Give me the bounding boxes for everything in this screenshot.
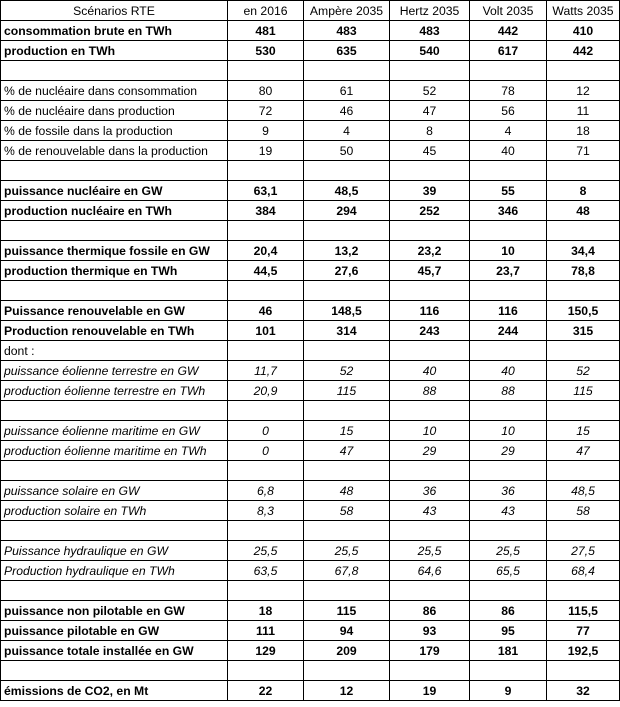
table-row (1, 361, 620, 381)
spacer-row (1, 401, 620, 421)
value-cell: 48,5 (304, 181, 390, 201)
value-cell: 72 (228, 101, 304, 121)
value-cell (470, 341, 547, 361)
value-cell: 252 (390, 201, 470, 221)
value-cell: 29 (470, 441, 547, 461)
row-label: dont : (1, 341, 228, 361)
row-label: puissance pilotable en GW (1, 621, 228, 641)
value-cell: 442 (547, 41, 620, 61)
value-cell: 0 (228, 441, 304, 461)
empty-cell (1, 581, 228, 601)
value-cell: 25,5 (390, 541, 470, 561)
value-cell: 67,8 (304, 561, 390, 581)
value-cell: 12 (547, 81, 620, 101)
value-cell: 10 (470, 421, 547, 441)
spacer-row (1, 221, 620, 241)
spacer-row (1, 521, 620, 541)
empty-cell (470, 221, 547, 241)
value-cell: 101 (228, 321, 304, 341)
value-cell: 45,7 (390, 261, 470, 281)
value-cell: 68,4 (547, 561, 620, 581)
row-label: Production hydraulique en TWh (1, 561, 228, 581)
row-label: Puissance hydraulique en GW (1, 541, 228, 561)
table-row (1, 141, 620, 161)
value-cell: 29 (390, 441, 470, 461)
header-col-ampere: Ampère 2035 (304, 1, 390, 21)
empty-cell (547, 401, 620, 421)
value-cell: 15 (304, 421, 390, 441)
table-row (1, 321, 620, 341)
value-cell: 47 (547, 441, 620, 461)
value-cell: 23,7 (470, 261, 547, 281)
value-cell: 56 (470, 101, 547, 121)
empty-cell (390, 461, 470, 481)
value-cell: 530 (228, 41, 304, 61)
table-row (1, 101, 620, 121)
empty-cell (1, 521, 228, 541)
value-cell: 635 (304, 41, 390, 61)
empty-cell (547, 581, 620, 601)
empty-cell (304, 661, 390, 681)
table-row (1, 481, 620, 501)
value-cell: 88 (390, 381, 470, 401)
value-cell: 111 (228, 621, 304, 641)
empty-cell (547, 161, 620, 181)
empty-cell (390, 661, 470, 681)
value-cell (390, 341, 470, 361)
row-label: production éolienne terrestre en TWh (1, 381, 228, 401)
empty-cell (228, 161, 304, 181)
row-label: émissions de CO2, en Mt (1, 681, 228, 701)
row-label: puissance totale installée en GW (1, 641, 228, 661)
value-cell: 43 (390, 501, 470, 521)
empty-cell (304, 401, 390, 421)
row-label: puissance non pilotable en GW (1, 601, 228, 621)
value-cell: 10 (390, 421, 470, 441)
value-cell: 0 (228, 421, 304, 441)
value-cell: 45 (390, 141, 470, 161)
value-cell: 88 (470, 381, 547, 401)
empty-cell (547, 461, 620, 481)
value-cell: 483 (304, 21, 390, 41)
empty-cell (1, 281, 228, 301)
value-cell: 442 (470, 21, 547, 41)
value-cell: 36 (390, 481, 470, 501)
empty-cell (470, 461, 547, 481)
value-cell: 20,4 (228, 241, 304, 261)
empty-cell (547, 281, 620, 301)
value-cell: 71 (547, 141, 620, 161)
value-cell: 115 (304, 601, 390, 621)
value-cell: 58 (547, 501, 620, 521)
empty-cell (470, 661, 547, 681)
value-cell (304, 341, 390, 361)
value-cell: 6,8 (228, 481, 304, 501)
value-cell: 209 (304, 641, 390, 661)
value-cell: 617 (470, 41, 547, 61)
value-cell: 129 (228, 641, 304, 661)
value-cell: 48 (304, 481, 390, 501)
value-cell: 179 (390, 641, 470, 661)
value-cell: 8,3 (228, 501, 304, 521)
row-label: Puissance renouvelable en GW (1, 301, 228, 321)
value-cell: 43 (470, 501, 547, 521)
value-cell: 11 (547, 101, 620, 121)
value-cell: 46 (228, 301, 304, 321)
empty-cell (228, 221, 304, 241)
empty-cell (470, 401, 547, 421)
row-label: production éolienne maritime en TWh (1, 441, 228, 461)
value-cell: 52 (390, 81, 470, 101)
empty-cell (228, 61, 304, 81)
empty-cell (390, 581, 470, 601)
empty-cell (547, 61, 620, 81)
empty-cell (228, 461, 304, 481)
value-cell: 18 (228, 601, 304, 621)
value-cell: 25,5 (304, 541, 390, 561)
empty-cell (228, 521, 304, 541)
value-cell: 23,2 (390, 241, 470, 261)
empty-cell (1, 461, 228, 481)
value-cell: 55 (470, 181, 547, 201)
empty-cell (1, 661, 228, 681)
value-cell: 27,5 (547, 541, 620, 561)
table-row (1, 641, 620, 661)
value-cell: 18 (547, 121, 620, 141)
spacer-row (1, 281, 620, 301)
empty-cell (470, 61, 547, 81)
table-row (1, 421, 620, 441)
value-cell: 63,1 (228, 181, 304, 201)
empty-cell (1, 61, 228, 81)
empty-cell (304, 581, 390, 601)
value-cell: 50 (304, 141, 390, 161)
value-cell: 47 (390, 101, 470, 121)
row-label: Production renouvelable en TWh (1, 321, 228, 341)
table-row (1, 681, 620, 701)
spacer-row (1, 161, 620, 181)
value-cell: 181 (470, 641, 547, 661)
value-cell: 481 (228, 21, 304, 41)
value-cell: 25,5 (470, 541, 547, 561)
value-cell: 52 (547, 361, 620, 381)
value-cell: 93 (390, 621, 470, 641)
value-cell: 22 (228, 681, 304, 701)
value-cell: 115,5 (547, 601, 620, 621)
row-label: % de nucléaire dans consommation (1, 81, 228, 101)
header-row (1, 1, 620, 21)
value-cell: 40 (470, 361, 547, 381)
header-col-watts: Watts 2035 (547, 1, 620, 21)
empty-cell (228, 581, 304, 601)
value-cell: 86 (390, 601, 470, 621)
value-cell: 11,7 (228, 361, 304, 381)
value-cell: 315 (547, 321, 620, 341)
value-cell: 116 (470, 301, 547, 321)
value-cell: 63,5 (228, 561, 304, 581)
table-row (1, 561, 620, 581)
empty-cell (390, 61, 470, 81)
row-label: production thermique en TWh (1, 261, 228, 281)
value-cell: 19 (390, 681, 470, 701)
value-cell: 48 (547, 201, 620, 221)
table-row (1, 301, 620, 321)
value-cell: 115 (304, 381, 390, 401)
value-cell: 36 (470, 481, 547, 501)
value-cell: 77 (547, 621, 620, 641)
value-cell: 9 (228, 121, 304, 141)
empty-cell (470, 581, 547, 601)
table-row (1, 241, 620, 261)
value-cell: 64,6 (390, 561, 470, 581)
value-cell: 20,9 (228, 381, 304, 401)
row-label: puissance éolienne maritime en GW (1, 421, 228, 441)
table-row (1, 381, 620, 401)
value-cell: 410 (547, 21, 620, 41)
empty-cell (390, 521, 470, 541)
value-cell: 244 (470, 321, 547, 341)
value-cell: 116 (390, 301, 470, 321)
value-cell: 12 (304, 681, 390, 701)
row-label: consommation brute en TWh (1, 21, 228, 41)
value-cell: 80 (228, 81, 304, 101)
value-cell: 78,8 (547, 261, 620, 281)
value-cell: 10 (470, 241, 547, 261)
table-body (1, 21, 620, 701)
value-cell: 4 (470, 121, 547, 141)
value-cell: 46 (304, 101, 390, 121)
row-label: production nucléaire en TWh (1, 201, 228, 221)
value-cell: 314 (304, 321, 390, 341)
value-cell: 61 (304, 81, 390, 101)
empty-cell (547, 521, 620, 541)
value-cell: 8 (390, 121, 470, 141)
empty-cell (1, 221, 228, 241)
header-label: Scénarios RTE (1, 1, 228, 21)
value-cell: 483 (390, 21, 470, 41)
table-row (1, 601, 620, 621)
empty-cell (304, 61, 390, 81)
value-cell: 13,2 (304, 241, 390, 261)
empty-cell (470, 521, 547, 541)
empty-cell (470, 161, 547, 181)
table-row (1, 41, 620, 61)
spacer-row (1, 61, 620, 81)
table-row (1, 341, 620, 361)
empty-cell (470, 281, 547, 301)
empty-cell (228, 661, 304, 681)
value-cell: 115 (547, 381, 620, 401)
value-cell (547, 341, 620, 361)
empty-cell (304, 521, 390, 541)
row-label: % de nucléaire dans production (1, 101, 228, 121)
value-cell: 47 (304, 441, 390, 461)
row-label: production en TWh (1, 41, 228, 61)
value-cell: 86 (470, 601, 547, 621)
header-col-volt: Volt 2035 (470, 1, 547, 21)
value-cell: 44,5 (228, 261, 304, 281)
value-cell: 34,4 (547, 241, 620, 261)
empty-cell (390, 221, 470, 241)
value-cell: 9 (470, 681, 547, 701)
empty-cell (228, 281, 304, 301)
table-row (1, 181, 620, 201)
table-row (1, 621, 620, 641)
row-label: puissance éolienne terrestre en GW (1, 361, 228, 381)
row-label: puissance thermique fossile en GW (1, 241, 228, 261)
value-cell: 58 (304, 501, 390, 521)
table-row (1, 21, 620, 41)
table-row (1, 261, 620, 281)
empty-cell (1, 161, 228, 181)
spacer-row (1, 661, 620, 681)
value-cell: 19 (228, 141, 304, 161)
table-row (1, 441, 620, 461)
empty-cell (304, 221, 390, 241)
empty-cell (304, 461, 390, 481)
table-row (1, 201, 620, 221)
table-row (1, 81, 620, 101)
row-label: % de renouvelable dans la production (1, 141, 228, 161)
value-cell: 94 (304, 621, 390, 641)
table-row (1, 501, 620, 521)
header-col-2016: en 2016 (228, 1, 304, 21)
row-label: % de fossile dans la production (1, 121, 228, 141)
value-cell: 150,5 (547, 301, 620, 321)
value-cell: 95 (470, 621, 547, 641)
empty-cell (304, 161, 390, 181)
value-cell: 25,5 (228, 541, 304, 561)
empty-cell (304, 281, 390, 301)
row-label: puissance nucléaire en GW (1, 181, 228, 201)
spacer-row (1, 461, 620, 481)
value-cell: 346 (470, 201, 547, 221)
row-label: production solaire en TWh (1, 501, 228, 521)
header-col-hertz: Hertz 2035 (390, 1, 470, 21)
value-cell: 15 (547, 421, 620, 441)
value-cell: 148,5 (304, 301, 390, 321)
value-cell: 78 (470, 81, 547, 101)
empty-cell (228, 401, 304, 421)
row-label: puissance solaire en GW (1, 481, 228, 501)
empty-cell (390, 281, 470, 301)
value-cell: 8 (547, 181, 620, 201)
value-cell: 52 (304, 361, 390, 381)
empty-cell (547, 221, 620, 241)
table-row (1, 121, 620, 141)
empty-cell (390, 161, 470, 181)
value-cell: 39 (390, 181, 470, 201)
empty-cell (1, 401, 228, 421)
value-cell: 40 (390, 361, 470, 381)
empty-cell (390, 401, 470, 421)
value-cell: 384 (228, 201, 304, 221)
table-row (1, 541, 620, 561)
value-cell: 192,5 (547, 641, 620, 661)
value-cell: 27,6 (304, 261, 390, 281)
value-cell: 294 (304, 201, 390, 221)
value-cell: 40 (470, 141, 547, 161)
value-cell: 4 (304, 121, 390, 141)
value-cell: 65,5 (470, 561, 547, 581)
empty-cell (547, 661, 620, 681)
value-cell: 540 (390, 41, 470, 61)
value-cell: 243 (390, 321, 470, 341)
spacer-row (1, 581, 620, 601)
value-cell: 48,5 (547, 481, 620, 501)
value-cell (228, 341, 304, 361)
value-cell: 32 (547, 681, 620, 701)
